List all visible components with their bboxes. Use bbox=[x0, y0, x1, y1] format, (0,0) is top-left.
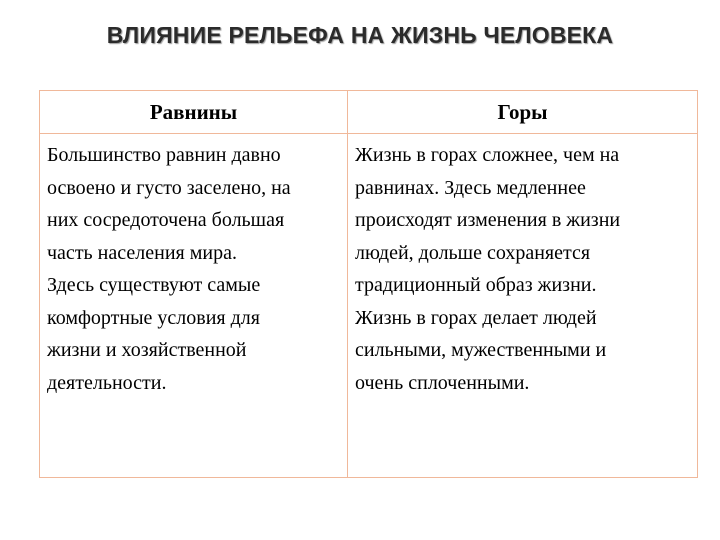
slide-title: ВЛИЯНИЕ РЕЛЬЕФА НА ЖИЗНЬ ЧЕЛОВЕКА bbox=[106, 22, 614, 48]
header-plains: Равнины bbox=[40, 91, 348, 134]
plains-description: Большинство равнин давно освоено и густо заселено, на них сосредоточена большая часть населения мира. Здесь существуют самые комфортные условия для жизни и хозяйственной деятельности. bbox=[47, 144, 291, 394]
mountains-description: Жизнь в горах сложнее, чем на равнинах. Здесь медленнее происходят изменения в жизни людей, дольше сохраняется традиционный образ жизни. Жизнь в горах делает людей сильными, мужественными и очень сплоченными. bbox=[355, 144, 621, 394]
comparison-table bbox=[39, 90, 698, 478]
table-body-row bbox=[40, 134, 698, 478]
header-mountains: Горы bbox=[348, 91, 698, 134]
table-header-row bbox=[40, 91, 698, 134]
plains-cell bbox=[40, 134, 348, 478]
mountains-cell bbox=[348, 134, 698, 478]
